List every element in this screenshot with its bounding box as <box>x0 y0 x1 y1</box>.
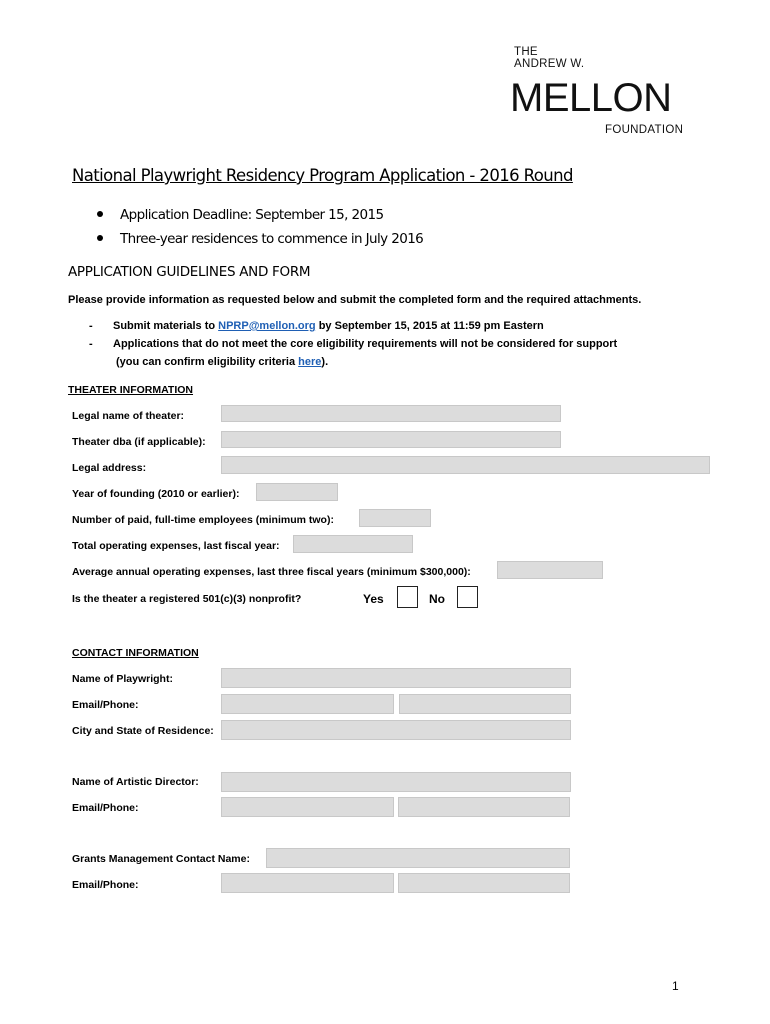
logo-line-the: THE <box>514 46 538 58</box>
legal-name-field[interactable] <box>221 405 561 422</box>
legal-name-label: Legal name of theater: <box>72 410 185 422</box>
director-email-phone-label: Email/Phone: <box>72 802 139 814</box>
instruction-text: (you can confirm eligibility criteria <box>116 356 299 368</box>
legal-address-label: Legal address: <box>72 462 147 474</box>
artistic-director-field[interactable] <box>221 772 571 792</box>
playwright-phone-field[interactable] <box>399 694 571 714</box>
instruction-eligibility-link-line <box>116 356 328 368</box>
bullet-deadline <box>97 207 384 223</box>
playwright-field[interactable] <box>221 668 571 688</box>
bullet-icon <box>97 211 103 217</box>
logo-line-mellon: MELLON <box>510 76 672 120</box>
nonprofit-label: Is the theater a registered 501(c)(3) nonprofit? <box>72 593 302 605</box>
director-email-field[interactable] <box>221 797 394 817</box>
director-phone-field[interactable] <box>398 797 570 817</box>
page-title: National Playwright Residency Program Application - 2016 Round <box>72 166 573 185</box>
bullet-residences <box>97 231 423 247</box>
no-checkbox[interactable] <box>457 586 478 608</box>
city-state-field[interactable] <box>221 720 571 740</box>
grants-email-field[interactable] <box>221 873 394 893</box>
grants-phone-field[interactable] <box>398 873 570 893</box>
dba-field[interactable] <box>221 431 561 448</box>
avg-expenses-label: Average annual operating expenses, last three fiscal years (minimum $300,000): <box>72 566 471 578</box>
intro-text: Please provide information as requested below and submit the completed form and the required attachments. <box>68 294 642 306</box>
employees-field[interactable] <box>359 509 431 527</box>
grants-contact-label: Grants Management Contact Name: <box>72 853 250 865</box>
operating-expenses-label: Total operating expenses, last fiscal year: <box>72 540 280 552</box>
city-state-label: City and State of Residence: <box>72 725 214 737</box>
guidelines-heading: APPLICATION GUIDELINES AND FORM <box>68 264 311 280</box>
dba-label: Theater dba (if applicable): <box>72 436 206 448</box>
yes-label: Yes <box>363 592 384 606</box>
bullet-text: Three-year residences to commence in July 2016 <box>120 231 424 247</box>
theater-heading: THEATER INFORMATION <box>68 384 194 396</box>
legal-address-field[interactable] <box>221 456 710 474</box>
playwright-label: Name of Playwright: <box>72 673 173 685</box>
bullet-icon <box>97 235 103 241</box>
founding-year-label: Year of founding (2010 or earlier): <box>72 488 240 500</box>
artistic-director-label: Name of Artistic Director: <box>72 776 199 788</box>
founding-year-field[interactable] <box>256 483 338 501</box>
bullet-text: Application Deadline: September 15, 2015 <box>120 207 384 223</box>
logo-line-foundation: FOUNDATION <box>605 124 684 136</box>
instruction-dash-1: - <box>89 320 93 332</box>
avg-expenses-field[interactable] <box>497 561 603 579</box>
instruction-eligibility: Applications that do not meet the core eligibility requirements will not be considered for support <box>113 338 618 350</box>
grants-contact-field[interactable] <box>266 848 570 868</box>
eligibility-here-link[interactable]: here <box>298 356 322 368</box>
playwright-email-phone-label: Email/Phone: <box>72 699 139 711</box>
instruction-dash-2: - <box>89 338 93 350</box>
employees-label: Number of paid, full-time employees (minimum two): <box>72 514 334 526</box>
no-label: No <box>429 592 445 606</box>
yes-checkbox[interactable] <box>397 586 418 608</box>
instruction-text: Submit materials to <box>113 320 219 332</box>
playwright-email-field[interactable] <box>221 694 394 714</box>
logo-line-andrew: ANDREW W. <box>514 58 585 70</box>
instruction-text: by September 15, 2015 at 11:59 pm Eastern <box>315 320 544 332</box>
instruction-text: ). <box>321 356 329 368</box>
page-number: 1 <box>672 979 679 993</box>
email-link[interactable]: NPRP@mellon.org <box>218 320 316 332</box>
contact-heading: CONTACT INFORMATION <box>72 647 199 659</box>
instruction-submit <box>113 320 544 332</box>
grants-email-phone-label: Email/Phone: <box>72 879 139 891</box>
operating-expenses-field[interactable] <box>293 535 413 553</box>
